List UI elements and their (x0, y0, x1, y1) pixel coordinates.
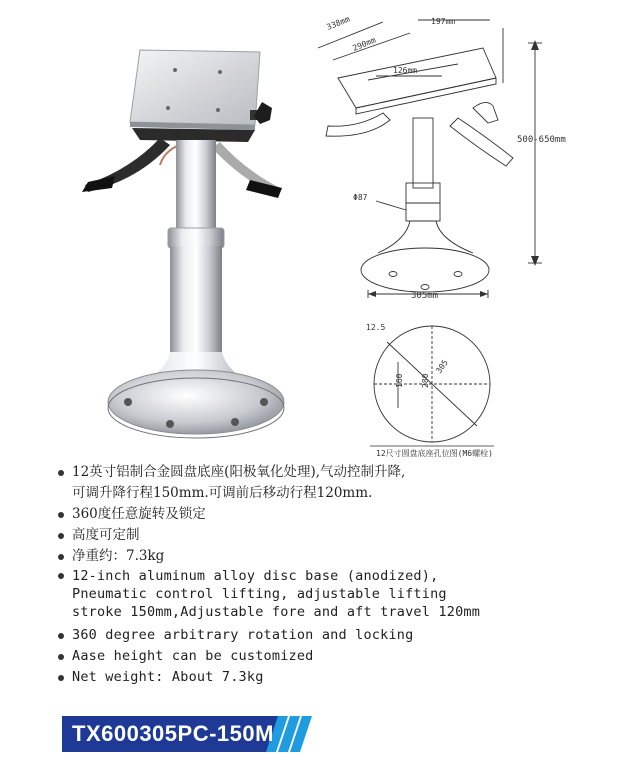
dim-phi87: Φ87 (353, 193, 368, 202)
spec-item (58, 525, 598, 546)
dimension-drawing (298, 8, 598, 300)
spec-item (58, 462, 598, 504)
spec-item (58, 667, 598, 688)
spec-line: Pneumatic control lifting, adjustable lifting (72, 586, 447, 602)
spec-item (58, 646, 598, 667)
spec-line: 可调升降行程150mm.可调前后移动行程120mm. (72, 485, 373, 501)
spec-line: 360度任意旋转及锁定 (72, 506, 206, 522)
dim-height: 500-650mm (517, 135, 566, 145)
spec-line: 净重约：7.3kg (72, 548, 165, 564)
hole-dim-305: 305 (434, 358, 450, 376)
dim-126: 126mm (393, 66, 418, 75)
dim-197: 197mm (431, 17, 456, 26)
spec-line: 高度可定制 (72, 527, 140, 543)
model-number: TX600305PC-150M (72, 721, 274, 746)
spec-line: Net weight: About 7.3kg (72, 669, 264, 685)
hole-pattern-drawing (362, 322, 502, 462)
hole-dim-280: 280 (421, 373, 430, 388)
spec-item (58, 567, 598, 621)
hole-caption: 12尺寸圆盘底座孔位图(M6螺栓) (376, 449, 493, 458)
spec-line: 360 degree arbitrary rotation and locking (72, 627, 414, 643)
spec-item (58, 625, 598, 646)
spec-item (58, 546, 598, 567)
spec-line: 12-inch aluminum alloy disc base (anodized), (72, 568, 439, 584)
spec-item (58, 504, 598, 525)
spec-line: stroke 150mm,Adjustable fore and aft travel 120mm (72, 604, 481, 620)
dim-290: 290mm (351, 35, 378, 53)
hole-dim-12-5: 12.5 (366, 323, 386, 332)
dim-305: 305mm (411, 291, 439, 300)
product-photo (70, 30, 320, 450)
spec-list (58, 462, 598, 688)
dim-338: 338mm (325, 14, 352, 32)
spec-line: Aase height can be customized (72, 648, 314, 664)
spec-line: 12英寸铝制合金圆盘底座(阳极氧化处理),气动控制升降, (72, 464, 406, 480)
hole-dim-160: 160 (395, 373, 404, 388)
